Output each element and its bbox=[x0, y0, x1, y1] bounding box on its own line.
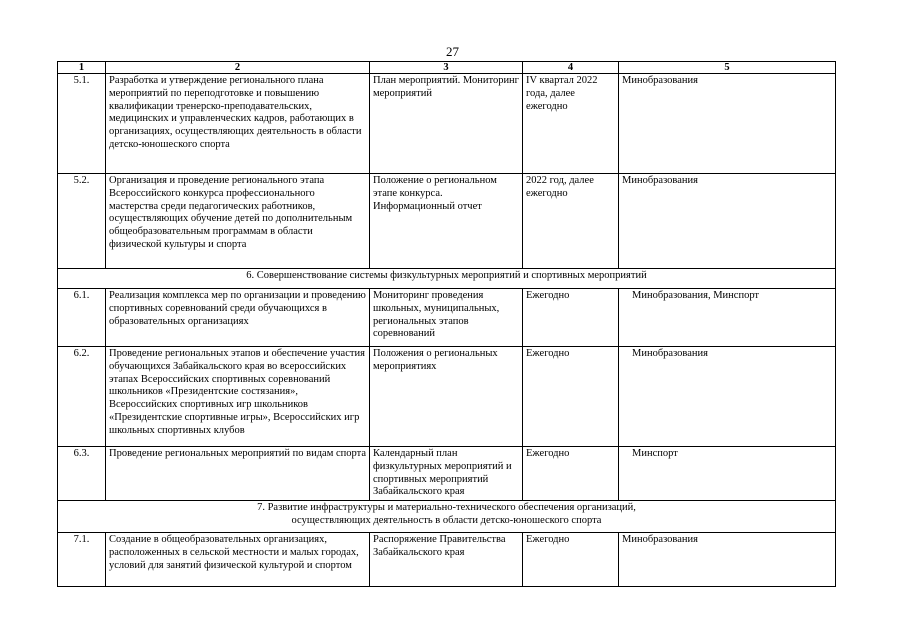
table-row bbox=[58, 289, 836, 347]
activity-cell: Разработка и утверждение регионального плана мероприятий по переподготовке и повышению квалификации тренерско-преподавательских, медицинских и управленческих кадров, работающих в организациях, осуществляющих деятельность в области детско-юношеского спорта bbox=[106, 74, 370, 174]
section-7-title-line-2: осуществляющих деятельность в области детско-юношеского спорта bbox=[291, 514, 602, 526]
section-6-title: 6. Совершенствование системы физкультурных мероприятий и спортивных мероприятий bbox=[58, 269, 836, 289]
result-cell: Положения о региональных мероприятиях bbox=[370, 347, 523, 447]
result-cell: Календарный план физкультурных мероприятий и спортивных мероприятий Забайкальского края bbox=[370, 447, 523, 501]
table-row bbox=[58, 74, 836, 174]
row-number: 5.2. bbox=[58, 174, 106, 269]
header-row bbox=[58, 62, 836, 74]
row-number: 6.3. bbox=[58, 447, 106, 501]
header-col-3: 3 bbox=[370, 62, 523, 74]
table-row bbox=[58, 347, 836, 447]
section-7-title bbox=[58, 501, 836, 533]
responsible-cell: Минобразования bbox=[619, 174, 836, 269]
deadline-cell: Ежегодно bbox=[523, 447, 619, 501]
plan-table bbox=[57, 61, 836, 587]
deadline-cell: Ежегодно bbox=[523, 533, 619, 587]
table-row bbox=[58, 533, 836, 587]
deadline-cell: Ежегодно bbox=[523, 347, 619, 447]
result-cell: Мониторинг проведения школьных, муниципальных, региональных этапов соревнований bbox=[370, 289, 523, 347]
page-number: 27 bbox=[446, 44, 459, 59]
row-number: 7.1. bbox=[58, 533, 106, 587]
activity-cell: Проведение региональных мероприятий по видам спорта bbox=[106, 447, 370, 501]
row-number: 6.2. bbox=[58, 347, 106, 447]
row-number: 6.1. bbox=[58, 289, 106, 347]
activity-cell: Создание в общеобразовательных организациях, расположенных в сельской местности и малых городах, условий для занятий физической культурой и спортом bbox=[106, 533, 370, 587]
deadline-cell: 2022 год, далее ежегодно bbox=[523, 174, 619, 269]
header-col-5: 5 bbox=[619, 62, 836, 74]
activity-cell: Проведение региональных этапов и обеспечение участия обучающихся Забайкальского края во всероссийских этапах Всероссийских спортивных соревнований школьников «Президентские состязания», Всероссийских спортивных игр школьников «Президентские спортивные игры», Всероссийских игр школьных спортивных клубов bbox=[106, 347, 370, 447]
activity-cell: Реализация комплекса мер по организации и проведению спортивных соревнований среди обучающихся в образовательных организациях bbox=[106, 289, 370, 347]
responsible-cell: Минобразования bbox=[619, 347, 836, 447]
header-col-2: 2 bbox=[106, 62, 370, 74]
responsible-cell: Минспорт bbox=[619, 447, 836, 501]
responsible-cell: Минобразования bbox=[619, 533, 836, 587]
section-7-title-line-1: 7. Развитие инфраструктуры и материально-технического обеспечения организаций, bbox=[257, 502, 636, 513]
section-row bbox=[58, 501, 836, 533]
header-col-1: 1 bbox=[58, 62, 106, 74]
result-cell: Распоряжение Правительства Забайкальского края bbox=[370, 533, 523, 587]
row-number: 5.1. bbox=[58, 74, 106, 174]
responsible-cell: Минобразования bbox=[619, 74, 836, 174]
activity-cell: Организация и проведение регионального этапа Всероссийского конкурса профессионального мастерства среди педагогических работников, осуществляющих обучение детей по дополнительным общеобразовательным программам в области физической культуры и спорта bbox=[106, 174, 370, 269]
responsible-cell: Минобразования, Минспорт bbox=[619, 289, 836, 347]
header-col-4: 4 bbox=[523, 62, 619, 74]
deadline-cell: Ежегодно bbox=[523, 289, 619, 347]
result-cell: План мероприятий. Мониторинг мероприятий bbox=[370, 74, 523, 174]
section-row bbox=[58, 269, 836, 289]
table-row bbox=[58, 174, 836, 269]
deadline-cell: IV квартал 2022 года, далее ежегодно bbox=[523, 74, 619, 174]
table-row bbox=[58, 447, 836, 501]
result-cell: Положение о региональном этапе конкурса. Информационный отчет bbox=[370, 174, 523, 269]
